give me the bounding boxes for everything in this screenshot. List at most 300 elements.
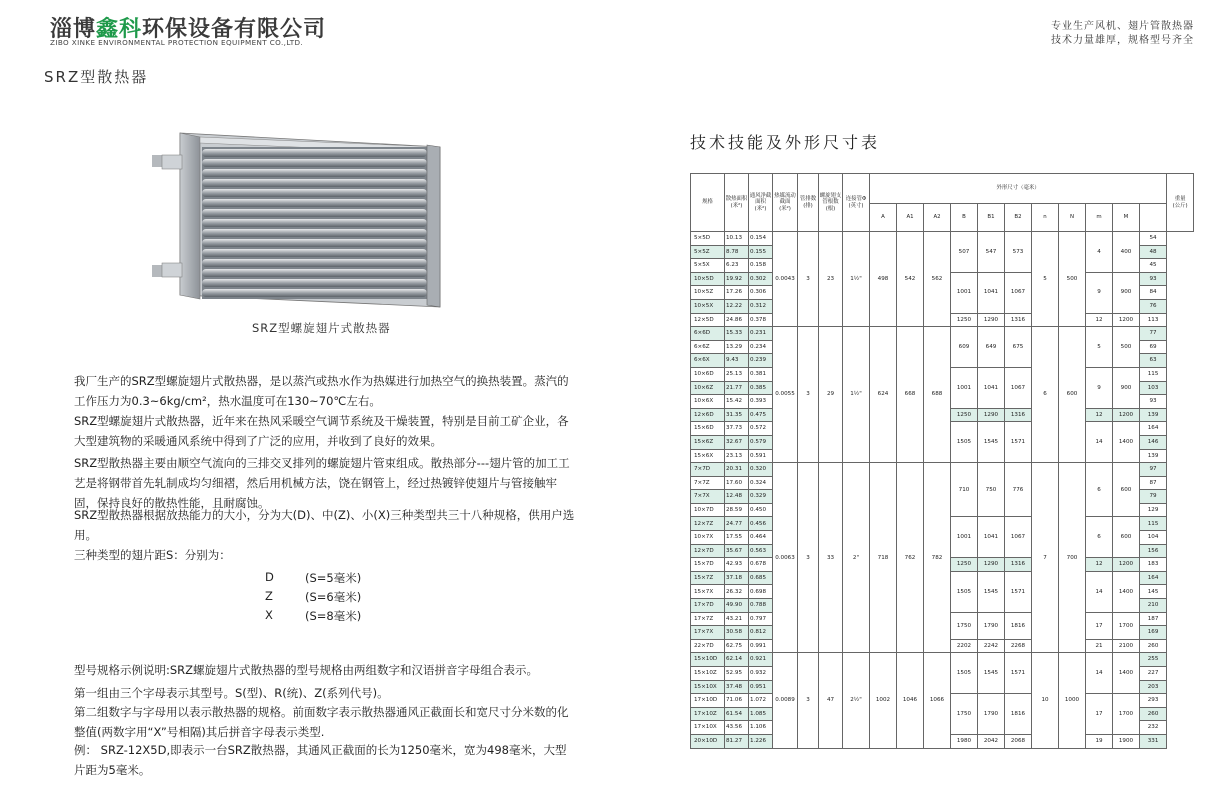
cell-spec: 10×6X [691, 395, 725, 409]
header-M: M [1113, 204, 1140, 232]
cell-area: 42.93 [725, 558, 749, 572]
cell-b: 1250 [951, 558, 978, 572]
cell-m: 2100 [1113, 639, 1140, 653]
cell-m: 19 [1086, 734, 1113, 748]
cell-a2: 688 [924, 327, 951, 463]
cell-area: 12.48 [725, 490, 749, 504]
cell-a2: 782 [924, 463, 951, 653]
cell-n: 700 [1059, 463, 1086, 653]
cell-a: 1002 [870, 653, 897, 748]
table-row [691, 327, 1194, 341]
cell-spec: 10×5D [691, 272, 725, 286]
cell-b: 1750 [951, 612, 978, 639]
cell-b1: 750 [978, 463, 1005, 517]
cell-b: 1750 [951, 694, 978, 735]
paragraph-applications: SRZ型螺旋翅片式散热器，近年来在热风采暖空气调节系统及干燥装置，特别是目前工矿企业，各大型建筑物的采暖通风系统中得到了广泛的应用，并收到了良好的效果。 [74, 414, 569, 448]
cell-n: 5 [1032, 232, 1059, 327]
cell-spec: 15×10D [691, 653, 725, 667]
cell-m: 1200 [1113, 408, 1140, 422]
cell-b: 1505 [951, 422, 978, 463]
cell-spec: 15×6D [691, 422, 725, 436]
cell-flow: 0.0043 [773, 232, 798, 327]
cell-vent: 0.378 [749, 313, 773, 327]
cell-m: 600 [1113, 517, 1140, 558]
cell-b1: 2042 [978, 734, 1005, 748]
cell-spec: 10×7D [691, 503, 725, 517]
cell-area: 6.23 [725, 259, 749, 273]
cell-m: 1700 [1113, 694, 1140, 735]
cell-m: 12 [1086, 408, 1113, 422]
cell-weight: 260 [1140, 639, 1167, 653]
cell-weight: 156 [1140, 544, 1167, 558]
cell-vent: 0.921 [749, 653, 773, 667]
cell-flow: 0.0055 [773, 327, 798, 463]
cell-weight: 145 [1140, 585, 1167, 599]
cell-spec: 15×7Z [691, 571, 725, 585]
cell-b: 1250 [951, 408, 978, 422]
cell-area: 8.78 [725, 245, 749, 259]
cell-b2: 1316 [1005, 558, 1032, 572]
cell-vent: 0.591 [749, 449, 773, 463]
cell-vent: 0.239 [749, 354, 773, 368]
cell-vent: 0.450 [749, 503, 773, 517]
cell-spec: 10×6D [691, 367, 725, 381]
cell-b2: 1067 [1005, 367, 1032, 408]
cell-b2: 1571 [1005, 422, 1032, 463]
cell-area: 17.55 [725, 531, 749, 545]
cell-weight: 115 [1140, 367, 1167, 381]
cell-weight: 227 [1140, 667, 1167, 681]
cell-b: 2202 [951, 639, 978, 653]
cell-m: 5 [1086, 327, 1113, 368]
cell-spec: 17×7Z [691, 612, 725, 626]
cell-spec: 20×10D [691, 734, 725, 748]
cell-vent: 1.106 [749, 721, 773, 735]
cell-area: 49.90 [725, 599, 749, 613]
cell-n: 500 [1059, 232, 1086, 327]
cell-b1: 1790 [978, 612, 1005, 639]
cell-m: 12 [1086, 313, 1113, 327]
cell-area: 71.06 [725, 694, 749, 708]
header-A2: A2 [924, 204, 951, 232]
cell-spec: 17×7D [691, 599, 725, 613]
cell-area: 12.22 [725, 299, 749, 313]
cell-a: 718 [870, 463, 897, 653]
cell-spec: 6×6X [691, 354, 725, 368]
cell-area: 15.33 [725, 327, 749, 341]
cell-spec: 10×6Z [691, 381, 725, 395]
cell-b2: 2268 [1005, 639, 1032, 653]
cell-weight: 97 [1140, 463, 1167, 477]
cell-m: 4 [1086, 232, 1113, 273]
cell-m: 9 [1086, 272, 1113, 313]
cell-area: 43.21 [725, 612, 749, 626]
cell-spec: 10×7X [691, 531, 725, 545]
cell-m: 900 [1113, 272, 1140, 313]
cell-b: 507 [951, 232, 978, 273]
cell-b2: 1816 [1005, 694, 1032, 735]
cell-rows: 3 [798, 232, 819, 327]
cell-weight: 183 [1140, 558, 1167, 572]
cell-weight: 113 [1140, 313, 1167, 327]
cell-m: 12 [1086, 558, 1113, 572]
cell-spec: 12×7D [691, 544, 725, 558]
paragraph-types: SRZ型散热器根据放热能力的大小，分为大(D)、中(Z)、小(X)三种类型共三十八种规格，供用户选用。 [74, 508, 575, 542]
cell-b1: 1290 [978, 408, 1005, 422]
cell-b2: 1316 [1005, 408, 1032, 422]
cell-rows: 3 [798, 653, 819, 748]
cell-b1: 649 [978, 327, 1005, 368]
cell-vent: 0.932 [749, 667, 773, 681]
cell-weight: 255 [1140, 653, 1167, 667]
cell-b2: 1067 [1005, 272, 1032, 313]
cell-area: 43.56 [725, 721, 749, 735]
cell-area: 19.92 [725, 272, 749, 286]
cell-weight: 210 [1140, 599, 1167, 613]
cell-rows: 3 [798, 327, 819, 463]
cell-conn: 1½" [843, 232, 870, 327]
cell-tubes: 33 [819, 463, 843, 653]
cell-spec: 15×7X [691, 585, 725, 599]
cell-vent: 0.579 [749, 435, 773, 449]
cell-weight: 76 [1140, 299, 1167, 313]
table-row [691, 463, 1194, 477]
cell-weight: 331 [1140, 734, 1167, 748]
cell-m: 1900 [1113, 734, 1140, 748]
paragraph-intro: 我厂生产的SRZ型螺旋翅片式散热器，是以蒸汽或热水作为热媒进行加热空气的换热装置。蒸汽的工作压力为0.3~6kg/cm²，热水温度可在130~70℃左右。 [74, 374, 569, 408]
cell-vent: 0.385 [749, 381, 773, 395]
cell-vent: 0.234 [749, 340, 773, 354]
cell-tubes: 47 [819, 653, 843, 748]
cell-a: 624 [870, 327, 897, 463]
cell-spec: 7×7X [691, 490, 725, 504]
cell-weight: 260 [1140, 707, 1167, 721]
cell-area: 35.67 [725, 544, 749, 558]
cell-b2: 1816 [1005, 612, 1032, 639]
cell-tubes: 29 [819, 327, 843, 463]
cell-b2: 1316 [1005, 313, 1032, 327]
cell-area: 52.95 [725, 667, 749, 681]
cell-weight: 87 [1140, 476, 1167, 490]
cell-b2: 776 [1005, 463, 1032, 517]
cell-vent: 0.456 [749, 517, 773, 531]
cell-vent: 0.812 [749, 626, 773, 640]
cell-weight: 139 [1140, 408, 1167, 422]
cell-weight: 293 [1140, 694, 1167, 708]
cell-vent: 0.475 [749, 408, 773, 422]
cell-spec: 5×5D [691, 232, 725, 246]
cell-area: 81.27 [725, 734, 749, 748]
cell-vent: 0.563 [749, 544, 773, 558]
cell-vent: 0.231 [749, 327, 773, 341]
cell-area: 37.73 [725, 422, 749, 436]
cell-spec: 15×7D [691, 558, 725, 572]
cell-b: 1001 [951, 272, 978, 313]
cell-weight: 45 [1140, 259, 1167, 273]
header-spec: 规格 [691, 174, 725, 232]
header-vent: 通风净截面积 (米²) [749, 174, 773, 232]
paragraph-spacing-intro: 三种类型的翅片距S：分别为： [74, 548, 231, 562]
cell-b1: 547 [978, 232, 1005, 273]
cell-b2: 1571 [1005, 653, 1032, 694]
cell-vent: 0.788 [749, 599, 773, 613]
cell-weight: 79 [1140, 490, 1167, 504]
cell-b: 1001 [951, 517, 978, 558]
cell-b: 1001 [951, 367, 978, 408]
cell-weight: 54 [1140, 232, 1167, 246]
cell-b2: 573 [1005, 232, 1032, 273]
cell-n: 10 [1032, 653, 1059, 748]
cell-vent: 0.329 [749, 490, 773, 504]
cell-spec: 17×10Z [691, 707, 725, 721]
cell-n: 6 [1032, 327, 1059, 463]
cell-vent: 0.324 [749, 476, 773, 490]
cell-b1: 2242 [978, 639, 1005, 653]
cell-m: 9 [1086, 367, 1113, 408]
cell-vent: 0.381 [749, 367, 773, 381]
product-title: SRZ型散热器 [44, 68, 149, 86]
cell-area: 37.48 [725, 680, 749, 694]
note-second-group: 第二组数字与字母用以表示散热器的规格。前面数字表示散热器通风正截面长和宽尺寸分米数的化整值(两数字用“X”号相隔)其后拼音字母表示类型. [74, 705, 569, 739]
cell-weight: 69 [1140, 340, 1167, 354]
cell-spec: 12×7Z [691, 517, 725, 531]
cell-b1: 1545 [978, 653, 1005, 694]
cell-weight: 103 [1140, 381, 1167, 395]
cell-spec: 12×6D [691, 408, 725, 422]
cell-spec: 17×7X [691, 626, 725, 640]
cell-a1: 542 [897, 232, 924, 327]
cell-b1: 1545 [978, 571, 1005, 612]
cell-m: 21 [1086, 639, 1113, 653]
cell-vent: 0.464 [749, 531, 773, 545]
cell-m: 14 [1086, 653, 1113, 694]
cell-weight: 169 [1140, 626, 1167, 640]
header-B: B [951, 204, 978, 232]
cell-area: 28.59 [725, 503, 749, 517]
cell-b2: 675 [1005, 327, 1032, 368]
cell-area: 10.13 [725, 232, 749, 246]
cell-area: 15.42 [725, 395, 749, 409]
cell-spec: 7×7D [691, 463, 725, 477]
cell-m: 14 [1086, 571, 1113, 612]
header-B2: B2 [1005, 204, 1032, 232]
cell-vent: 0.320 [749, 463, 773, 477]
header-tubes: 螺旋翅支管根数 (根) [819, 174, 843, 232]
cell-weight: 93 [1140, 272, 1167, 286]
cell-b1: 1545 [978, 422, 1005, 463]
cell-vent: 1.072 [749, 694, 773, 708]
cell-weight: 63 [1140, 354, 1167, 368]
cell-m: 17 [1086, 612, 1113, 639]
cell-vent: 0.572 [749, 422, 773, 436]
cell-b: 1980 [951, 734, 978, 748]
cell-b: 609 [951, 327, 978, 368]
cell-spec: 15×6Z [691, 435, 725, 449]
cell-spec: 17×10D [691, 694, 725, 708]
cell-b: 1505 [951, 571, 978, 612]
cell-vent: 0.685 [749, 571, 773, 585]
company-name: 淄博鑫科环保设备有限公司 [50, 17, 327, 42]
table-title: 技术技能及外形尺寸表 [690, 133, 881, 152]
cell-weight: 93 [1140, 395, 1167, 409]
cell-weight: 129 [1140, 503, 1167, 517]
cell-spec: 6×6Z [691, 340, 725, 354]
cell-weight: 164 [1140, 422, 1167, 436]
cell-weight: 203 [1140, 680, 1167, 694]
cell-conn: 2½" [843, 653, 870, 748]
cell-a1: 1046 [897, 653, 924, 748]
spec-table [690, 173, 1194, 749]
cell-a: 498 [870, 232, 897, 327]
cell-weight: 84 [1140, 286, 1167, 300]
cell-area: 17.60 [725, 476, 749, 490]
cell-weight: 232 [1140, 721, 1167, 735]
cell-vent: 0.312 [749, 299, 773, 313]
tagline-1: 专业生产风机、翅片管散热器 [1051, 21, 1194, 32]
cell-vent: 0.951 [749, 680, 773, 694]
cell-b: 1250 [951, 313, 978, 327]
cell-spec: 6×6D [691, 327, 725, 341]
tagline-2: 技术力量雄厚，规格型号齐全 [1051, 35, 1194, 46]
cell-area: 26.32 [725, 585, 749, 599]
company-name-english: ZIBO XINKE ENVIRONMENTAL PROTECTION EQUIPMENT CO.,LTD. [50, 38, 304, 47]
cell-vent: 0.154 [749, 232, 773, 246]
cell-b1: 1290 [978, 313, 1005, 327]
cell-vent: 0.302 [749, 272, 773, 286]
cell-a1: 668 [897, 327, 924, 463]
cell-b1: 1041 [978, 517, 1005, 558]
cell-b1: 1790 [978, 694, 1005, 735]
cell-area: 31.35 [725, 408, 749, 422]
cell-conn: 2" [843, 463, 870, 653]
cell-vent: 0.797 [749, 612, 773, 626]
cell-weight: 164 [1140, 571, 1167, 585]
cell-area: 23.13 [725, 449, 749, 463]
cell-spec: 15×10X [691, 680, 725, 694]
cell-a2: 562 [924, 232, 951, 327]
cell-weight: 77 [1140, 327, 1167, 341]
cell-spec: 15×6X [691, 449, 725, 463]
cell-n: 1000 [1059, 653, 1086, 748]
cell-spec: 15×10Z [691, 667, 725, 681]
cell-m: 6 [1086, 517, 1113, 558]
cell-spec: 12×5D [691, 313, 725, 327]
header-N: N [1059, 204, 1086, 232]
cell-area: 32.67 [725, 435, 749, 449]
cell-area: 24.77 [725, 517, 749, 531]
cell-vent: 0.155 [749, 245, 773, 259]
cell-vent: 0.393 [749, 395, 773, 409]
header-weight: 重量 (公斤) [1167, 174, 1194, 232]
cell-m: 1400 [1113, 653, 1140, 694]
cell-m: 6 [1086, 463, 1113, 517]
header-m: m [1086, 204, 1113, 232]
cell-weight: 146 [1140, 435, 1167, 449]
note-first-group: 第一组由三个字母表示其型号。S(型)、R(统)、Z(系列代号)。 [74, 686, 389, 700]
cell-weight: 139 [1140, 449, 1167, 463]
cell-vent: 0.678 [749, 558, 773, 572]
cell-m: 17 [1086, 694, 1113, 735]
cell-b: 1505 [951, 653, 978, 694]
cell-m: 1200 [1113, 313, 1140, 327]
table-row [691, 232, 1194, 246]
cell-area: 20.31 [725, 463, 749, 477]
note-example: 例： SRZ-12X5D,即表示一台SRZ散热器，其通风正截面的长为1250毫米，宽为498毫米，大型片距为5毫米。 [74, 743, 567, 777]
cell-area: 13.29 [725, 340, 749, 354]
cell-weight: 115 [1140, 517, 1167, 531]
header-area: 散热面积 (米²) [725, 174, 749, 232]
cell-spec: 5×5Z [691, 245, 725, 259]
cell-m: 400 [1113, 232, 1140, 273]
cell-m: 14 [1086, 422, 1113, 463]
cell-n: 600 [1059, 327, 1086, 463]
header-conn: 连接管Φ (英寸) [843, 174, 870, 232]
header-dims: 外形尺寸（毫米） [870, 174, 1167, 204]
cell-area: 62.14 [725, 653, 749, 667]
cell-area: 21.77 [725, 381, 749, 395]
cell-spec: 7×7Z [691, 476, 725, 490]
cell-weight: 48 [1140, 245, 1167, 259]
paragraph-structure: SRZ型散热器主要由顺空气流向的三排交叉排列的螺旋翅片管束组成。散热部分---翅片管的加工工艺是将钢带首先轧制成均匀细褶，然后用机械方法，饶在钢管上，经过热镀锌使翅片与管接触牢固，保持良好的散热性能，且耐腐蚀。 [74, 456, 570, 510]
cell-vent: 0.158 [749, 259, 773, 273]
cell-m: 1200 [1113, 558, 1140, 572]
cell-n: 7 [1032, 463, 1059, 653]
cell-b2: 1571 [1005, 571, 1032, 612]
cell-b1: 1290 [978, 558, 1005, 572]
cell-area: 17.26 [725, 286, 749, 300]
cell-vent: 0.698 [749, 585, 773, 599]
cell-area: 9.43 [725, 354, 749, 368]
cell-b2: 2068 [1005, 734, 1032, 748]
header-n: n [1032, 204, 1059, 232]
note-model-format: 型号规格示例说明:SRZ螺旋翅片式散热器的型号规格由两组数字和汉语拼音字母组合表示。 [74, 663, 539, 677]
cell-tubes: 23 [819, 232, 843, 327]
cell-weight: 104 [1140, 531, 1167, 545]
header-A: A [870, 204, 897, 232]
cell-m: 1700 [1113, 612, 1140, 639]
cell-vent: 1.226 [749, 734, 773, 748]
cell-spec: 17×10X [691, 721, 725, 735]
cell-m: 600 [1113, 463, 1140, 517]
cell-a1: 762 [897, 463, 924, 653]
cell-vent: 1.085 [749, 707, 773, 721]
cell-vent: 0.306 [749, 286, 773, 300]
cell-b1: 1041 [978, 367, 1005, 408]
cell-area: 25.13 [725, 367, 749, 381]
cell-spec: 10×5X [691, 299, 725, 313]
cell-m: 1400 [1113, 422, 1140, 463]
table-row [691, 653, 1194, 667]
cell-area: 24.86 [725, 313, 749, 327]
cell-spec: 22×7D [691, 639, 725, 653]
cell-flow: 0.0089 [773, 653, 798, 748]
cell-area: 30.58 [725, 626, 749, 640]
cell-b2: 1067 [1005, 517, 1032, 558]
header-B1: B1 [978, 204, 1005, 232]
cell-b: 710 [951, 463, 978, 517]
cell-rows: 3 [798, 463, 819, 653]
cell-m: 1400 [1113, 571, 1140, 612]
header-flow: 热媒流动截面 (米²) [773, 174, 798, 232]
cell-m: 900 [1113, 367, 1140, 408]
cell-a2: 1066 [924, 653, 951, 748]
cell-b1: 1041 [978, 272, 1005, 313]
cell-spec: 10×5Z [691, 286, 725, 300]
header-A1: A1 [897, 204, 924, 232]
cell-weight: 187 [1140, 612, 1167, 626]
cell-flow: 0.0063 [773, 463, 798, 653]
cell-area: 37.18 [725, 571, 749, 585]
